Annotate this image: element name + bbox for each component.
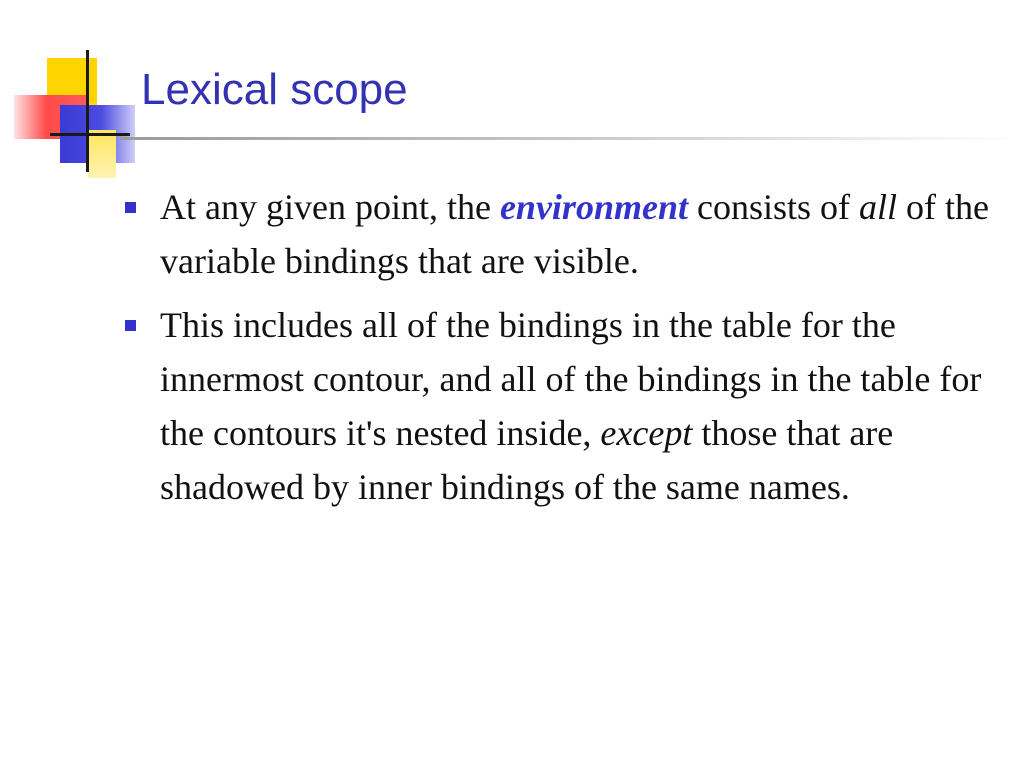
bullet-text xyxy=(160,305,981,507)
logo-pale-yellow-block xyxy=(88,130,116,178)
bullet-text-segment: This includes all of the bindings in the table for the innermost contour, and all of the bindings in the table for the contours it's nested inside, xyxy=(160,305,982,453)
emphasized-word: all xyxy=(858,187,897,227)
logo-vertical-line xyxy=(86,50,89,172)
title-divider xyxy=(120,137,1020,140)
bullet-text-segment: those that are shadowed by inner bindings of the same names. xyxy=(160,413,894,507)
bullet-text-segment: At any given point, the xyxy=(160,187,500,227)
slide-body xyxy=(120,180,1010,524)
emphasized-term: environment xyxy=(499,187,688,227)
logo-horizontal-line xyxy=(50,133,130,136)
decorative-logo xyxy=(0,0,160,190)
bullet-item xyxy=(120,298,1010,514)
bullet-item xyxy=(120,180,1010,288)
bullet-square-icon xyxy=(125,202,136,213)
bullet-text-segment: consists of xyxy=(687,187,859,227)
bullet-text xyxy=(160,187,989,281)
slide-title: Lexical scope xyxy=(141,65,408,114)
bullet-text-segment: of the variable bindings that are visible. xyxy=(160,187,989,281)
emphasized-word: except xyxy=(600,413,693,453)
bullet-square-icon xyxy=(125,320,136,331)
